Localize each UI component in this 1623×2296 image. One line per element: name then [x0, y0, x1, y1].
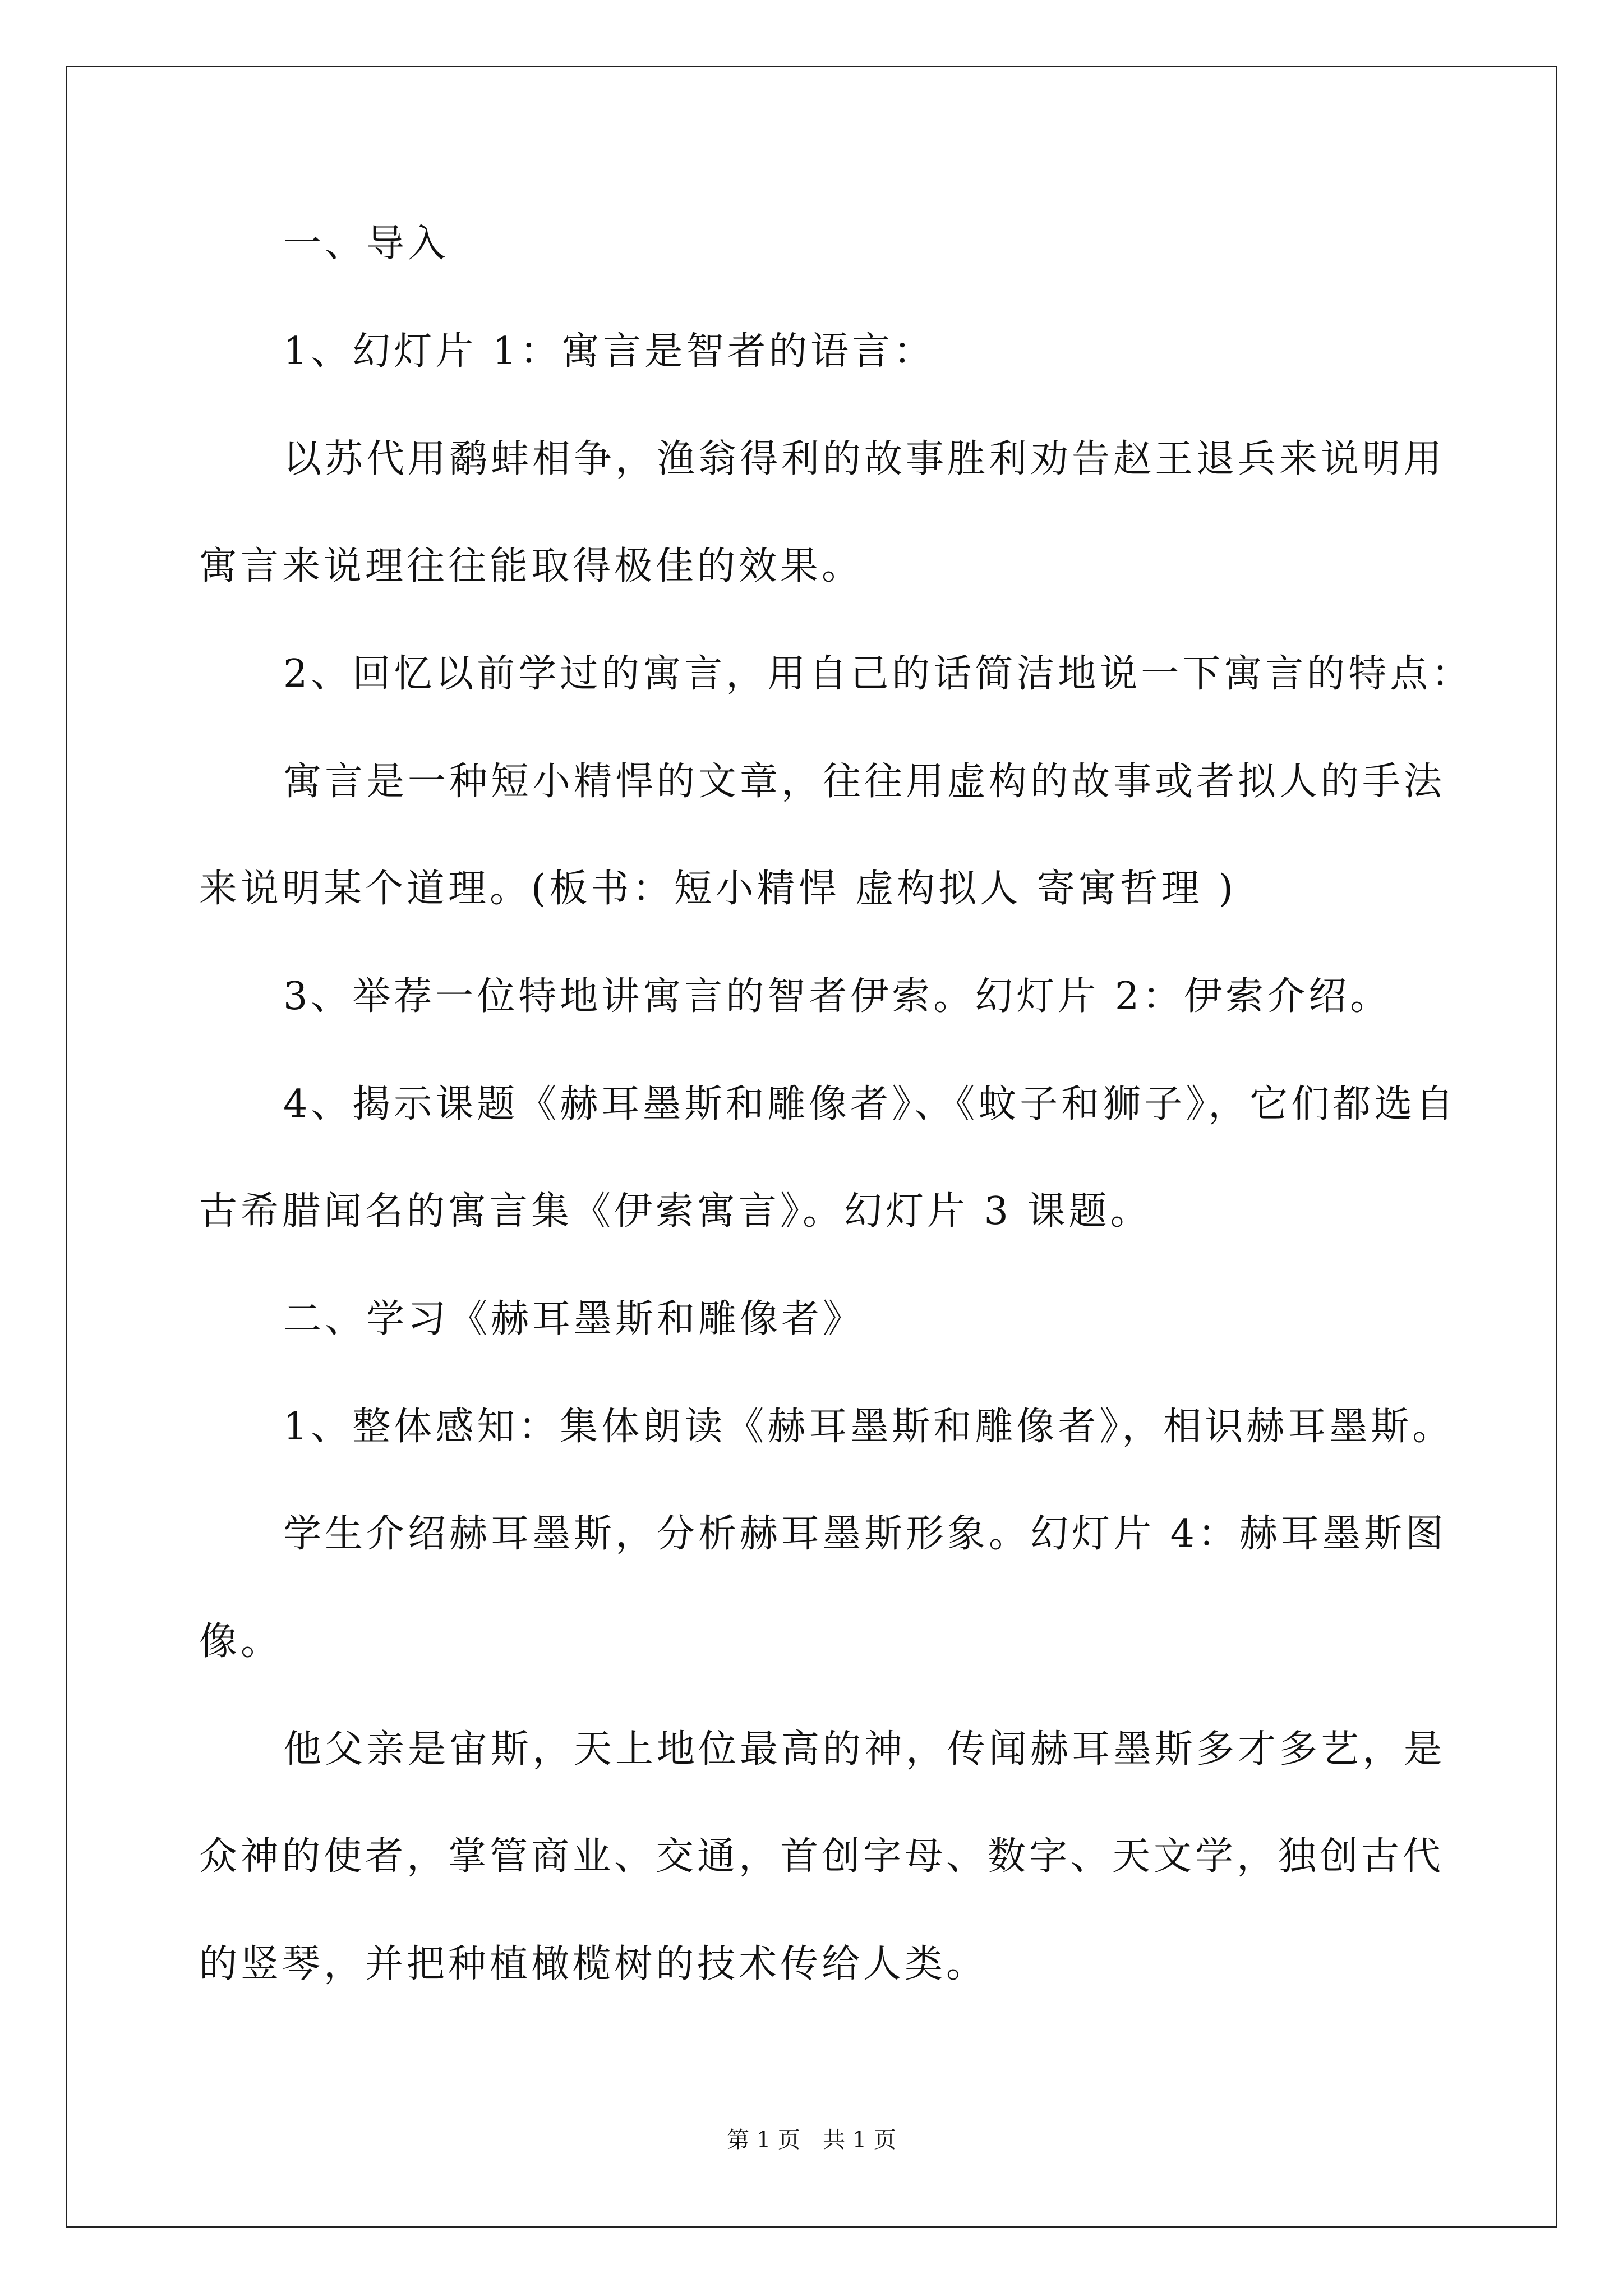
paragraph-line: 的竖琴，并把种植橄榄树的技术传给人类。	[199, 1942, 988, 1986]
paragraph-line: 众神的使者，掌管商业、交通，首创字母、数字、天文学，独创古代	[199, 1834, 1445, 1879]
page-border	[66, 66, 1557, 2228]
paragraph-line: 寓言是一种短小精悍的文章，往往用虚构的故事或者拟人的手法	[283, 760, 1446, 804]
paragraph-line: 1、整体感知：集体朗读《赫耳墨斯和雕像者》，相识赫耳墨斯。	[283, 1405, 1454, 1449]
paragraph-line: 以苏代用鹬蚌相争，渔翁得利的故事胜利劝告赵王退兵来说明用	[283, 437, 1446, 481]
paragraph-line: 古希腊闻名的寓言集《伊索寓言》。幻灯片 3 课题。	[199, 1189, 1152, 1234]
paragraph-line: 2、回忆以前学过的寓言，用自己的话简洁地说一下寓言的特点：	[283, 652, 1473, 696]
paragraph-line: 寓言来说理往往能取得极佳的效果。	[199, 544, 864, 588]
heading-section-two: 二、学习《赫耳墨斯和雕像者》	[283, 1297, 865, 1341]
paragraph-line: 1、幻灯片 1：寓言是智者的语言：	[283, 329, 935, 374]
heading-intro: 一、导入	[283, 222, 450, 266]
paragraph-line: 3、举荐一位特地讲寓言的智者伊索。幻灯片 2：伊索介绍。	[283, 974, 1392, 1019]
paragraph-line: 学生介绍赫耳墨斯，分析赫耳墨斯形象。幻灯片 4：赫耳墨斯图	[283, 1512, 1447, 1556]
paragraph-line: 来说明某个道理。(板书：短小精悍 虚构拟人 寄寓哲理 )	[199, 867, 1237, 911]
paragraph-line: 4、揭示课题《赫耳墨斯和雕像者》、《蚊子和狮子》，它们都选自	[283, 1082, 1458, 1126]
page-footer: 第 1 页 共 1 页	[727, 2127, 896, 2153]
paragraph-line: 像。	[199, 1619, 283, 1664]
paragraph-line: 他父亲是宙斯，天上地位最高的神，传闻赫耳墨斯多才多艺，是	[283, 1727, 1446, 1772]
